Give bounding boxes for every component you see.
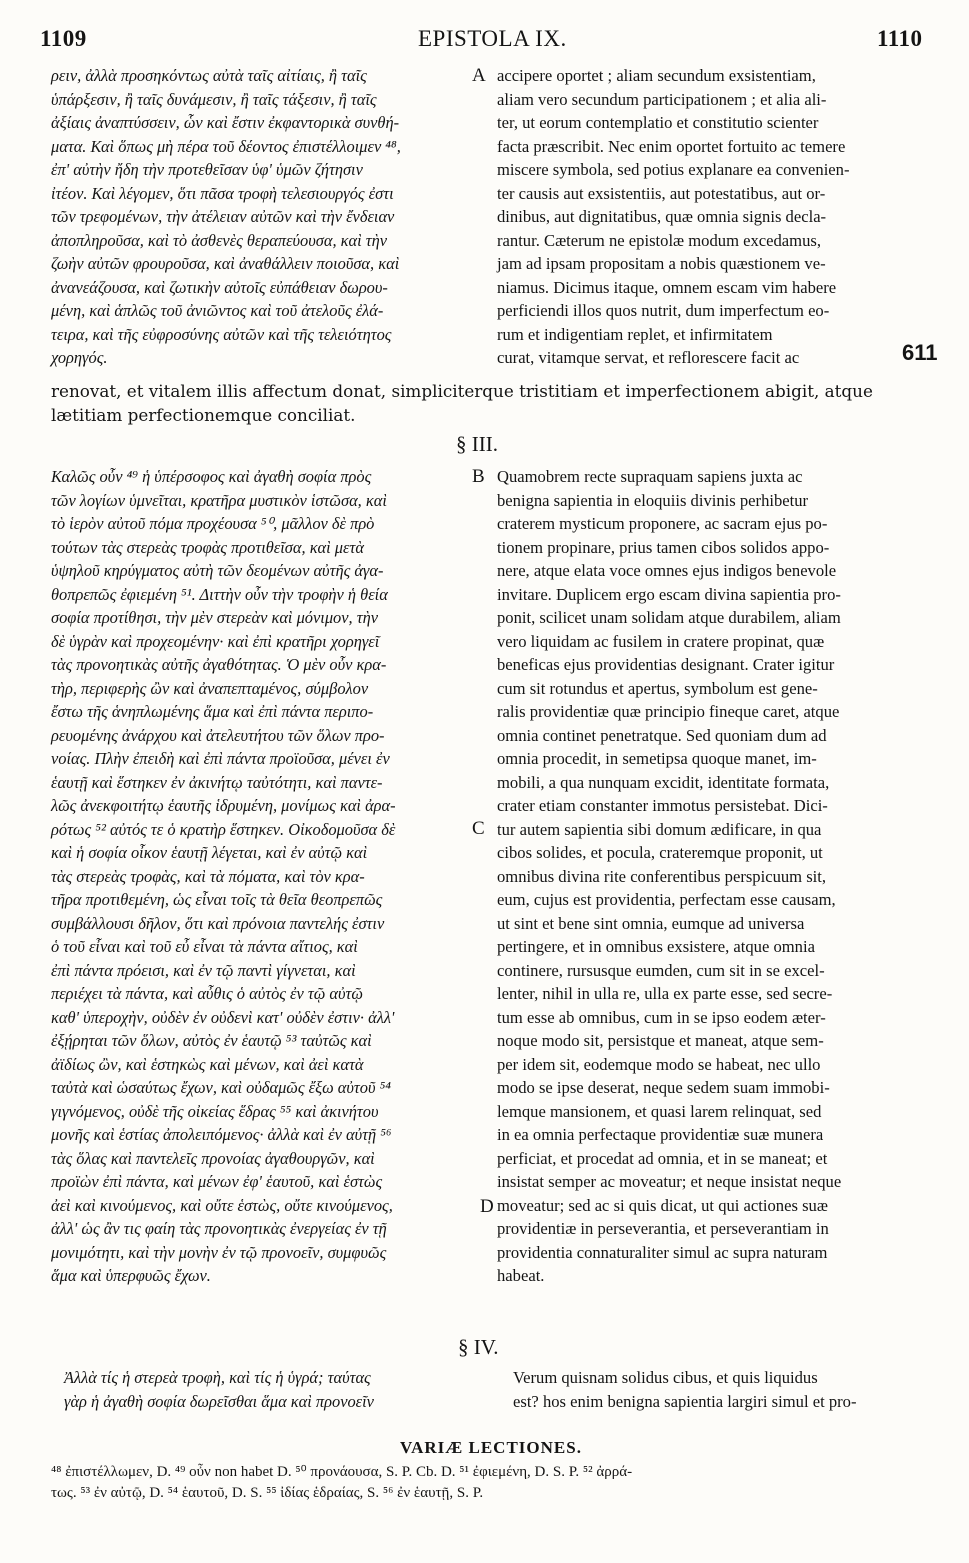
latin-text-line: Quamobrem recte supraquam sapiens juxta ac xyxy=(497,467,803,486)
latin-text-line: niamus. Dicimus itaque, omnem escam vim habere xyxy=(497,277,837,297)
latin-text-line: craterem mysticum proponere, ac sacram ejus po- xyxy=(497,514,828,533)
latin-text-line: ut sint et bene sint omnia, eumque ad universa xyxy=(497,913,805,933)
greek-text-line: νοίας. Πλὴν ἐπειδὴ καὶ ἐπὶ πάντα προϊοῦσα, μένει ἐν xyxy=(51,749,390,768)
greek-text-line: μονῆς καὶ ἑστίας ἀπολειπόμενος· ἀλλὰ καὶ ἐν αὐτῇ ⁵⁶ xyxy=(51,1125,392,1144)
latin-text-line: ter, ut eorum contemplatio et constitutio scienter xyxy=(497,113,819,132)
greek-text-line: θοπρεπῶς ἐφιεμένη ⁵¹. Διττὴν οὖν τὴν τροφὴν ἡ θεία xyxy=(51,584,388,604)
greek-text-line: ἐπὶ πάντα πρόεισι, καὶ ἐν τῷ παντὶ γίγνεται, καὶ xyxy=(51,960,356,980)
latin-text-line: pertingere, et in omnibus exsistere, atque omnia xyxy=(497,937,815,956)
latin-text-line: in ea omnia perfectaque providentiæ suæ munera xyxy=(497,1125,824,1144)
greek-text-line: τὰς ὅλας καὶ παντελεῖς προνοίας ἀγαθουργῶν, καὶ xyxy=(51,1148,375,1168)
section-heading-iv: § IV. xyxy=(458,1335,499,1359)
latin-text-line: cum sit rotundus et apertus, symbolum est gene- xyxy=(497,678,818,698)
greek-text-line: δὲ ὑγρὰν καὶ προχεομένην· καὶ ἐπὶ κρατῆρι χορηγεῖ xyxy=(51,631,380,651)
latin-text-line: habeat. xyxy=(497,1266,545,1285)
greek-text-line: γὰρ ἡ ἀγαθὴ σοφία δωρεῖσθαι ἅμα καὶ προνοεῖν xyxy=(64,1391,374,1411)
margin-letter-d: D xyxy=(480,1196,494,1217)
latin-text-line: eum, cujus est providentia, perfectam esse causam, xyxy=(497,890,836,909)
latin-text-line: mobili, a qua nunquam excidit, identitate formata, xyxy=(497,772,830,792)
latin-text-line: providentiæ in perseverantia, et perseverantiam in xyxy=(497,1219,829,1238)
greek-text-line: περιέχει τὰ πάντα, καὶ αὖθις ὁ αὐτὸς ἐν τῷ αὐτῷ xyxy=(51,984,363,1003)
latin-text-line: noque modo sit, persistque et maneat, atque sem- xyxy=(497,1031,824,1050)
latin-text-line: vero liquidam ac fusilem in cratere propinat, quæ xyxy=(497,631,825,651)
greek-text-line: ἀξίαις ἀναπτύσσειν, ὧν καὶ ἔστιν ἐκφαντορικὰ συνθή- xyxy=(51,113,400,132)
latin-text-line: ralis providentiæ quæ principio fineque caret, atque xyxy=(497,702,840,721)
latin-text-line: crater etiam constanter immotus persistebat. Dici- xyxy=(497,796,828,815)
greek-text-line: ρότως ⁵² αὐτός τε ὁ κρατὴρ ἕστηκεν. Οἰκοδομοῦσα δὲ xyxy=(51,819,396,839)
latin-text-line: moveatur; sed ac si quis dicat, ut qui actiones suæ xyxy=(497,1195,828,1215)
greek-text-line: ὁ τοῦ εἶναι καὶ τοῦ εὖ εἶναι τὰ πάντα αἴτιος, καὶ xyxy=(51,937,358,956)
greek-text-line: ἑαυτῇ καὶ ἕστηκεν ἐν ἀκινήτῳ ταὐτότητι, καὶ παντε- xyxy=(51,772,383,792)
greek-text-line: λῶς ἀνεκφοιτήτῳ ἑαυτῆς ἱδρυμένη, μονίμως καὶ ἀρα- xyxy=(51,796,396,815)
greek-text-line: τὰς προνοητικὰς αὐτῆς ἀγαθότητας. Ὁ μὲν οὖν κρα- xyxy=(51,655,387,674)
latin-text-line: lenter, nihil in ulla re, ulla ex parte esse, sed secre- xyxy=(497,984,833,1003)
latin-text-line: omnibus divina rite conferentibus perspicuum sit, xyxy=(497,866,827,886)
latin-text-line: dinibus, aut dignitatibus, quæ omnia signis decla- xyxy=(497,207,827,226)
latin-text-line: providentia connaturaliter simul ac supra naturam xyxy=(497,1242,828,1262)
latin-text-line: nere, atque elata voce omnes ejus indigos benevole xyxy=(497,561,837,580)
page-number-right: 1110 xyxy=(877,26,923,51)
latin-text-line: perficiat, et procedat ad omnia, et in se maneat; et xyxy=(497,1148,828,1168)
greek-text-line: ταὐτὰ καὶ ὡσαύτως ἔχων, καὶ οὐδαμῶς ἔξω αὐτοῦ ⁵⁴ xyxy=(51,1078,391,1097)
greek-text-line: ἰτέον. Καὶ λέγομεν, ὅτι πᾶσα τροφὴ τελεσιουργός ἐστι xyxy=(51,183,394,203)
latin-text-line: renovat, et vitalem illis affectum donat, simpliciterque tristitiam et imperfectionem abigit, atque xyxy=(51,381,873,401)
greek-text-line: καθ' ὑπεροχὴν, οὐδὲν ἐν οὐδενὶ κατ' οὐδὲν ἐστιν· ἀλλ' xyxy=(51,1007,395,1027)
column-marker-611: 611 xyxy=(902,340,938,365)
variant-reading-line: ⁴⁸ ἐπιστέλλωμεν, D. ⁴⁹ οὖν non habet D. ⁵⁰ προνάουσα, S. P. Cb. D. ⁵¹ ἐφιεμένη, D. S. P. ⁵² ἀρρά- xyxy=(51,1464,633,1480)
latin-column-block1 xyxy=(497,64,850,370)
greek-text-line: μένη, καὶ ἁπλῶς τοῦ ἀνιῶντος καὶ τοῦ ἀτελοῦς ἐλά- xyxy=(51,301,384,320)
greek-text-line: Καλῶς οὖν ⁴⁹ ἡ ὑπέρσοφος καὶ ἀγαθὴ σοφία πρὸς xyxy=(51,467,372,486)
latin-text-line: rum et indigentiam replet, et infirmitatem xyxy=(497,324,773,344)
greek-text-line: σοφία προτίθησι, τὴν μὲν στερεὰν καὶ μόνιμον, τὴν xyxy=(51,608,378,627)
latin-text-line: accipere oportet ; aliam secundum exsistentiam, xyxy=(497,66,816,85)
greek-column-block3 xyxy=(64,1366,374,1413)
greek-text-line: τὸ ἱερὸν αὐτοῦ πόμα προχέουσα ⁵⁰, μᾶλλον δὲ πρὸ xyxy=(51,514,375,533)
greek-text-line: γιγνόμενος, οὐδὲ τῆς οἰκείας ἕδρας ⁵⁵ καὶ ἀκινήτου xyxy=(51,1101,379,1121)
greek-text-line: ἀποπληροῦσα, καὶ τὸ ἀσθενὲς θεραπεύουσα, καὶ τὴν xyxy=(51,230,388,250)
greek-text-line: Ἀλλὰ τίς ἡ στερεὰ τροφὴ, καὶ τίς ἡ ὑγρά; ταύτας xyxy=(64,1368,371,1387)
variae-lectiones-notes xyxy=(51,1462,632,1504)
latin-text-line: cibos solides, et pocula, crateremque proponit, ut xyxy=(497,843,823,862)
margin-letter-c: C xyxy=(472,818,485,839)
latin-text-line: rantur. Cæterum ne epistolæ modum excedamus, xyxy=(497,230,821,250)
greek-column-block1 xyxy=(51,64,401,370)
greek-text-line: ζωὴν αὐτῶν φρουροῦσα, καὶ ἀναθάλλειν ποιοῦσα, καὶ xyxy=(51,254,400,273)
greek-text-line: προϊὼν ἐπὶ πάντα, καὶ μένων ἐφ' ἑαυτοῦ, καὶ ἑστὼς xyxy=(51,1172,383,1191)
greek-text-line: ἐξῄρηται τῶν ὅλων, αὐτὸς ἐν ἑαυτῷ ⁵³ ταὐτῶς καὶ xyxy=(51,1031,372,1050)
latin-text-line: omnia procedit, in semetipsa quoque manet, im- xyxy=(497,749,817,768)
latin-text-line: omnia continet penetratque. Sed quoniam dum ad xyxy=(497,725,827,745)
latin-column-block3 xyxy=(513,1366,856,1413)
latin-text-line: aliam vero secundum participationem ; et alia ali- xyxy=(497,89,827,109)
section-heading-iii: § III. xyxy=(456,432,498,456)
latin-text-line: tum esse ab omnibus, cum in se ipso eodem æter- xyxy=(497,1007,826,1027)
greek-text-line: ρειν, ἀλλὰ προσηκόντως αὐτὰ ταῖς αἰτίαις, ἢ ταῖς xyxy=(51,66,367,85)
latin-text-line: tur autem sapientia sibi domum ædificare, in qua xyxy=(497,819,822,839)
greek-text-line: ἔστω τῆς ἁνηπλωμένης ἅμα καὶ ἐπὶ πάντα περιπο- xyxy=(51,702,374,721)
greek-text-line: ὑπάρξεσιν, ἢ ταῖς δυνάμεσιν, ἢ ταῖς τάξεσιν, ἢ ταῖς xyxy=(51,89,377,109)
margin-letter-a: A xyxy=(472,65,486,86)
greek-text-line: ἀλλ' ὡς ἂν τις φαίη τὰς προνοητικὰς ἐνεργείας ἐν τῇ xyxy=(51,1219,387,1238)
latin-text-line: jam ad ipsam propositam a nobis quæstionem ve- xyxy=(497,254,826,273)
latin-text-line: ter causis aut exsistentiis, aut potestatibus, aut or- xyxy=(497,183,826,203)
greek-text-line: ἀϊδίως ὢν, καὶ ἑστηκὼς καὶ μένων, καὶ ἀεὶ κατὰ xyxy=(51,1054,364,1074)
greek-text-line: τούτων τὰς στερεὰς τροφὰς προτιθεῖσα, καὶ μετὰ xyxy=(51,537,364,557)
margin-letter-b: B xyxy=(472,466,485,487)
latin-text-line: tionem propinare, prius tamen cibos solidos appo- xyxy=(497,537,830,557)
latin-text-line: modo se ipse deserat, neque sedem suam immobi- xyxy=(497,1078,830,1097)
latin-text-line: facta præscribit. Nec enim oportet fortuito ac temere xyxy=(497,136,846,156)
latin-text-line: invitare. Duplicem ergo escam divina sapientia pro- xyxy=(497,584,841,604)
greek-text-line: τῆρα προτιθεμένη, ὡς εἶναι τοῖς τὰ θεῖα θεοπρεπῶς xyxy=(51,890,383,909)
latin-column-block2 xyxy=(497,465,841,1288)
greek-text-line: τῶν τρεφομένων, τὴν ἀτέλειαν αὐτῶν καὶ τὴν ἔνδειαν xyxy=(51,207,395,226)
greek-text-line: ματα. Καὶ ὅπως μὴ πέρα τοῦ δέοντος ἐπιστέλλοιμεν ⁴⁸, xyxy=(51,136,401,156)
greek-text-line: μονιμότητι, καὶ τὴν μονὴν ἐν τῷ προνοεῖν, συμφυῶς xyxy=(51,1242,387,1262)
latin-text-line: lemque mansionem, et quasi larem relinquat, sed xyxy=(497,1101,822,1121)
latin-text-line: ponit, scilicet unam solidam atque durabilem, aliam xyxy=(497,608,841,627)
latin-text-line: lætitiam perfectionemque conciliat. xyxy=(51,404,356,425)
greek-text-line: ὑψηλοῦ κηρύγματος αὐτὴ τῶν δεομένων αὐτῆς ἀγα- xyxy=(51,561,384,580)
latin-text-line: perficiendi illos quos nutrit, dum imperfectum eo- xyxy=(497,301,830,320)
variae-lectiones-heading: VARIÆ LECTIONES. xyxy=(400,1438,582,1457)
running-title: EPISTOLA IX. xyxy=(418,26,567,51)
latin-text-line: insistat semper ac moveatur; et neque insistat neque xyxy=(497,1172,842,1191)
latin-text-line: Verum quisnam solidus cibus, et quis liquidus xyxy=(513,1368,818,1387)
greek-text-line: τειρα, καὶ τῆς εὐφροσύνης αὐτῶν καὶ τῆς τελειότητος xyxy=(51,324,392,344)
greek-column-block2 xyxy=(51,465,396,1288)
greek-text-line: ἅμα καὶ ὑπερφυῶς ἔχων. xyxy=(51,1266,211,1285)
greek-text-line: συμβάλλουσι δῆλον, ὅτι καὶ πρόνοια παντελής ἐστιν xyxy=(51,913,385,933)
greek-text-line: τὴρ, περιφερὴς ὢν καὶ ἀναπεπταμένος, σύμβολον xyxy=(51,678,369,698)
latin-text-line: per idem sit, eodemque modo se habeat, nec ullo xyxy=(497,1054,821,1074)
greek-text-line: καὶ ἡ σοφία οἶκον ἑαυτῇ λέγεται, καὶ ἐν αὐτῷ καὶ xyxy=(51,843,368,862)
greek-text-line: τὰς στερεὰς τροφὰς, καὶ τὰ πόματα, καὶ τὸν κρα- xyxy=(51,866,365,886)
latin-text-line: curat, vitamque servat, et reflorescere facit ac xyxy=(497,348,800,367)
latin-text-line: beneficas ejus providentias designant. Crater igitur xyxy=(497,655,835,674)
full-width-text-block1 xyxy=(51,380,873,427)
greek-text-line: ἀεὶ καὶ κινούμενος, καὶ οὔτε ἑστὼς, οὔτε κινούμενος, xyxy=(51,1195,393,1215)
page-number-left: 1109 xyxy=(40,26,87,51)
greek-text-line: τῶν λογίων ὑμνεῖται, κρατῆρα μυστικὸν ἱστῶσα, καὶ xyxy=(51,490,387,510)
greek-text-line: χορηγός. xyxy=(51,348,108,367)
latin-text-line: miscere symbola, sed potius explanare ea convenien- xyxy=(497,160,850,179)
greek-text-line: ρευομένης ἀνάρχου καὶ ἀτελευτήτου τῶν ὅλων προ- xyxy=(51,725,385,745)
latin-text-line: est? hos enim benigna sapientia largiri simul et pro- xyxy=(513,1391,857,1411)
latin-text-line: benigna sapientia in eloquiis divinis perhibetur xyxy=(497,490,809,510)
variant-reading-line: τως. ⁵³ ἐν αὐτῷ, D. ⁵⁴ ἑαυτοῦ, D. S. ⁵⁵ ἰδίας ἑδραίας, S. ⁵⁶ ἐν ἑαυτῇ, S. P. xyxy=(51,1485,484,1501)
latin-text-line: continere, rursusque eumden, cum sit in se excel- xyxy=(497,960,825,980)
greek-text-line: ἀνανεάζουσα, καὶ ζωτικὴν αὐτοῖς εὐπάθειαν δωρου- xyxy=(51,277,388,297)
greek-text-line: ἐπ' αὐτὴν ἤδη τὴν προτεθεῖσαν ὑφ' ὑμῶν ζήτησιν xyxy=(51,160,363,179)
